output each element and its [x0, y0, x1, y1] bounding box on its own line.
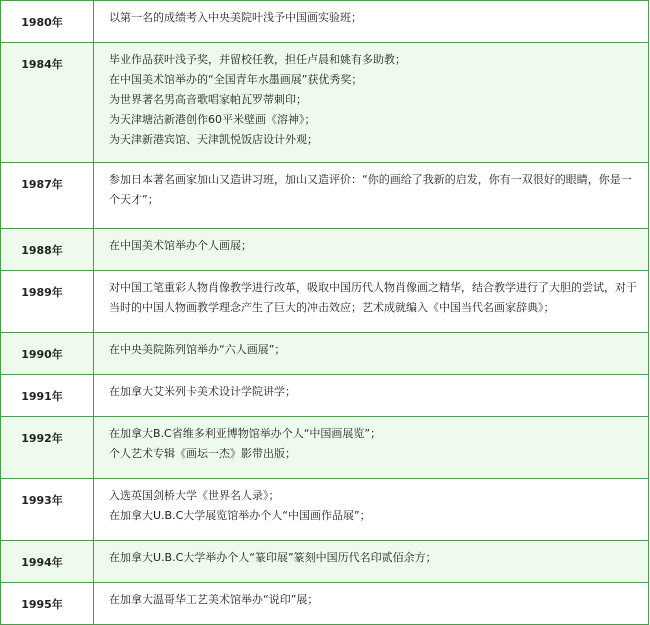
description-cell — [94, 375, 649, 417]
year-label: 1992年 — [21, 432, 63, 445]
description-line: 毕业作品获叶浅予奖，并留校任教，担任卢晨和姚有多助教； — [109, 53, 406, 66]
timeline-row — [1, 229, 649, 271]
description-line: 在加拿大B.C省维多利亚博物馆举办个人“中国画展览”； — [109, 427, 382, 440]
description-cell — [94, 271, 649, 333]
year-cell — [1, 479, 94, 541]
year-cell — [1, 43, 94, 163]
description-cell — [94, 43, 649, 163]
description-line: 个人艺术专辑《画坛一杰》影带出版； — [109, 447, 296, 460]
timeline-row — [1, 583, 649, 625]
description-line: 在中国美术馆举办个人画展； — [109, 239, 252, 252]
year-cell — [1, 583, 94, 625]
timeline-row — [1, 271, 649, 333]
year-cell — [1, 271, 94, 333]
description-cell — [94, 541, 649, 583]
year-label: 1987年 — [21, 178, 63, 191]
year-cell — [1, 333, 94, 375]
description-line: 在加拿大U.B.C大学举办个人“篆印展”篆刻中国历代名印贰佰余方； — [109, 551, 437, 564]
year-cell — [1, 229, 94, 271]
description-line: 为天津新港宾馆、天津凯悦饭店设计外观； — [109, 133, 318, 146]
year-label: 1990年 — [21, 348, 63, 361]
description-cell — [94, 583, 649, 625]
year-cell — [1, 163, 94, 229]
timeline-row — [1, 479, 649, 541]
year-cell — [1, 1, 94, 43]
timeline-row — [1, 163, 649, 229]
timeline-row — [1, 43, 649, 163]
year-label: 1991年 — [21, 390, 63, 403]
year-label: 1980年 — [21, 16, 63, 29]
description-line: 为天津塘沽新港创作60平米壁画《溶神》； — [109, 113, 316, 126]
timeline-body — [1, 1, 649, 625]
description-cell — [94, 479, 649, 541]
description-cell — [94, 417, 649, 479]
description-line: 对中国工笔重彩人物肖像教学进行改革，吸取中国历代人物肖像画之精华，结合教学进行了大胆的尝试，对于当时的中国人物画教学理念产生了巨大的冲击效应；艺术成就编入《中国当代名画家辞典》； — [109, 281, 637, 314]
year-label: 1994年 — [21, 556, 63, 569]
description-line: 在加拿大艾米列卡美术设计学院讲学； — [109, 385, 296, 398]
timeline-row — [1, 541, 649, 583]
year-label: 1995年 — [21, 598, 63, 611]
description-cell — [94, 163, 649, 229]
description-line: 为世界著名男高音歌唱家帕瓦罗蒂刺印； — [109, 93, 307, 106]
timeline-row — [1, 1, 649, 43]
timeline-row — [1, 417, 649, 479]
description-cell — [94, 333, 649, 375]
description-line: 在中央美院陈列馆举办“六人画展”； — [109, 343, 286, 356]
description-line: 在加拿大U.B.C大学展览馆举办个人“中国画作品展”； — [109, 509, 371, 522]
year-label: 1993年 — [21, 494, 63, 507]
description-line: 在加拿大温哥华工艺美术馆举办“说印”展； — [109, 593, 319, 606]
year-label: 1984年 — [21, 58, 63, 71]
timeline-row — [1, 333, 649, 375]
description-cell — [94, 229, 649, 271]
description-line: 在中国美术馆举办的“全国青年水墨画展”获优秀奖； — [109, 73, 363, 86]
description-line: 参加日本著名画家加山又造讲习班，加山又造评价：“你的画给了我新的启发，你有一双很好的眼睛，你是一个天才”； — [109, 173, 632, 206]
timeline-row — [1, 375, 649, 417]
year-label: 1988年 — [21, 244, 63, 257]
year-cell — [1, 375, 94, 417]
year-cell — [1, 541, 94, 583]
description-line: 入选英国剑桥大学《世界名人录》； — [109, 489, 280, 502]
description-line: 以第一名的成绩考入中央美院叶浅予中国画实验班； — [109, 11, 362, 24]
description-cell — [94, 1, 649, 43]
year-label: 1989年 — [21, 286, 63, 299]
year-cell — [1, 417, 94, 479]
